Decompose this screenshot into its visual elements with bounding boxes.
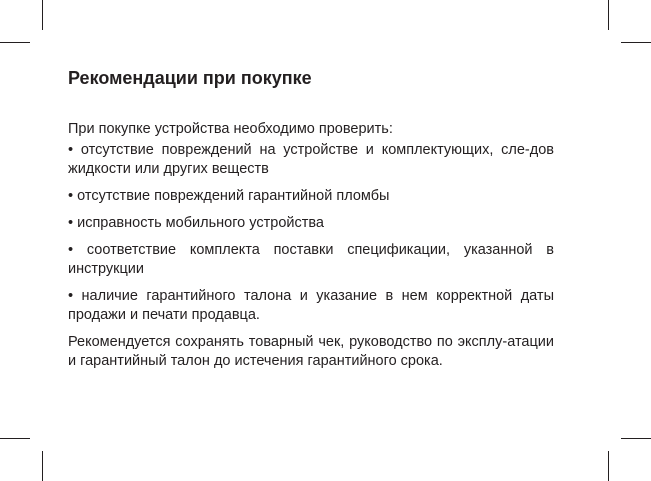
crop-mark-top-left-horizontal [0, 42, 30, 43]
checklist-item: • отсутствие повреждений гарантийной пломбы [68, 188, 390, 204]
crop-mark-top-left-vertical [42, 0, 43, 30]
checklist-item: • соответствие комплекта поставки спецификации, указанной в инструкции [68, 242, 554, 277]
crop-mark-bottom-right-horizontal [621, 438, 651, 439]
crop-mark-bottom-right-vertical [608, 451, 609, 481]
page-title: Рекомендации при покупке [68, 68, 312, 88]
recommendation-note: Рекомендуется сохранять товарный чек, руководство по эксплу-атации и гарантийный талон до истечения гарантийного срока. [68, 334, 554, 369]
checklist [68, 141, 554, 371]
crop-mark-bottom-left-horizontal [0, 438, 30, 439]
checklist-item: • исправность мобильного устройства [68, 215, 324, 231]
page-content [68, 67, 554, 369]
intro-text: При покупке устройства необходимо проверить: [68, 121, 393, 137]
checklist-item: • отсутствие повреждений на устройстве и комплектующих, сле-дов жидкости или других веществ [68, 142, 554, 177]
crop-mark-top-right-horizontal [621, 42, 651, 43]
crop-mark-bottom-left-vertical [42, 451, 43, 481]
crop-mark-top-right-vertical [608, 0, 609, 30]
checklist-item: • наличие гарантийного талона и указание в нем корректной даты продажи и печати продавца. [68, 288, 554, 323]
